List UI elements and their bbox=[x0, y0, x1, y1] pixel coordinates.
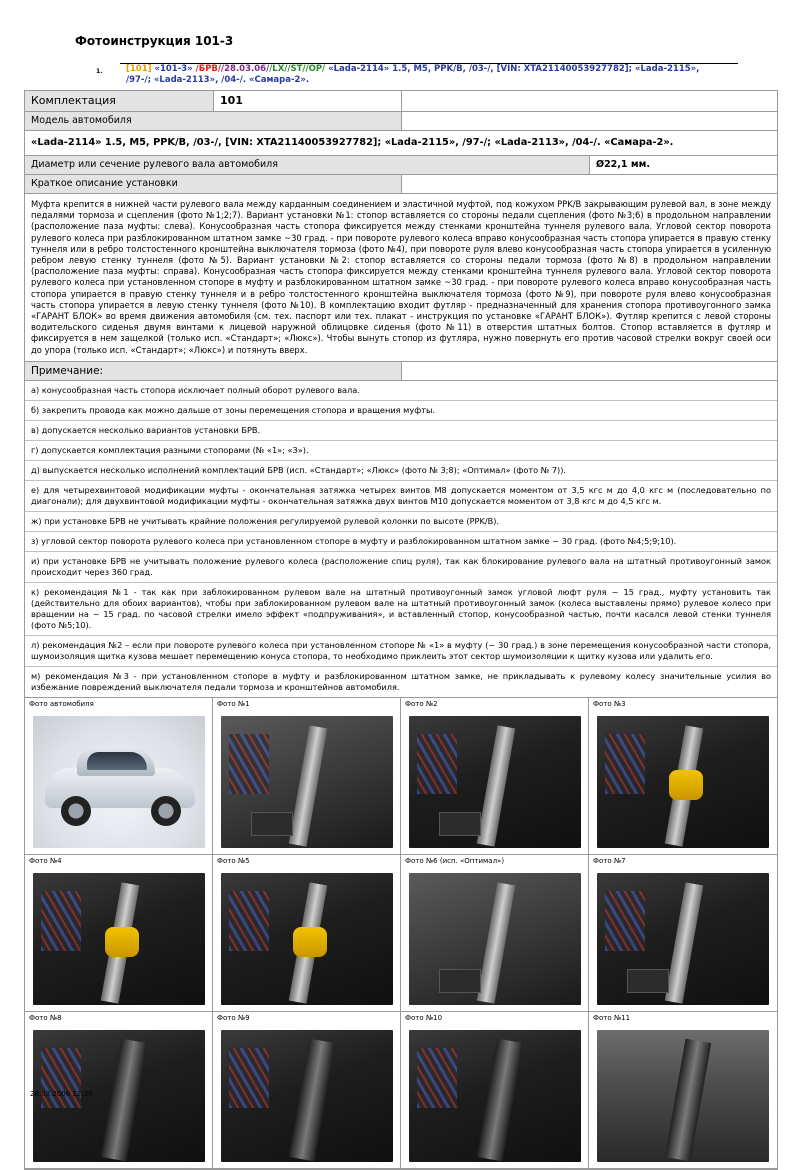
photo-label: Фото №8 bbox=[29, 1013, 62, 1022]
diameter-label: Диаметр или сечение рулевого вала автомобиля bbox=[25, 156, 589, 174]
interior-photo bbox=[221, 873, 393, 1005]
diameter-row bbox=[25, 156, 777, 175]
code-part: /БРВ/ bbox=[195, 64, 222, 74]
note-item: а) конусообразная часть стопора исключает полный оборот рулевого вала. bbox=[25, 381, 777, 401]
code-part: «101-3» bbox=[151, 64, 196, 74]
photo-cell bbox=[401, 855, 589, 1012]
interior-photo bbox=[597, 716, 769, 848]
notes-label-row bbox=[25, 362, 777, 381]
note-item: и) при установке БРВ не учитывать положение рулевого колеса (расположение спиц руля), так как блокирование рулевого вала на штатный противоугонный замок происходит через 360 град. bbox=[25, 552, 777, 583]
note-item: е) для четырехвинтовой модификации муфты - окончательная затяжка четырех винтов М8 допускается моментом от 3,5 кгс м до 4,0 кгс м (последовательно по диагонали); для двухвинтовой модификации муфты - окончательная затяжка двух винтов М10 допускается моментом от 3,8 кгс м до 4,5 кгс м. bbox=[25, 481, 777, 512]
notes-label: Примечание: bbox=[25, 362, 401, 380]
komplektaciya-label: Комплектация bbox=[25, 91, 213, 111]
note-item: д) выпускается несколько исполнений комплектаций БРВ (исп. «Стандарт»; «Люкс» (фото № 3;8); «Оптимал» (фото № 7)). bbox=[25, 461, 777, 481]
interior-photo bbox=[597, 873, 769, 1005]
photo-cell bbox=[401, 1012, 589, 1169]
notes-row bbox=[25, 381, 777, 698]
diameter-value: Ø22,1 мм. bbox=[589, 156, 777, 174]
photos-row bbox=[25, 698, 777, 1169]
photo-label: Фото №1 bbox=[217, 699, 250, 708]
photo-label: Фото №5 bbox=[217, 856, 250, 865]
photo-cell bbox=[589, 855, 777, 1012]
interior-photo bbox=[221, 1030, 393, 1162]
interior-photo bbox=[409, 716, 581, 848]
print-datetime: 28.03.2006 12:30 bbox=[30, 1090, 93, 1098]
model-value: «Lada-2114» 1.5, M5, PPK/B, /03-/, [VIN: XTA21140053927782]; «Lada-2115», /97-/; «Lada-2113», /04-/. «Самара-2». bbox=[31, 137, 674, 148]
photo-grid bbox=[25, 698, 777, 1169]
photo-label: Фото №10 bbox=[405, 1013, 443, 1022]
notes-list bbox=[25, 381, 777, 697]
description-label-row bbox=[25, 175, 777, 194]
note-item: к) рекомендация №1 - так как при заблокированном рулевом вале на штатный противоугонный замок угловой люфт руля ~ 15 град., муфту установить так (действительно для обоих вариантов), чтобы при заблокированном рулевом вале на штатный противоугонный замок (колеса выставлены прямо) рулевое колесо при вращении на ~ 15 град. по часовой стрелки имело эффект «подпруживания», и вставленный стопор, конусообразной частью, почти касался левой стенки туннеля (фото №5;10). bbox=[25, 583, 777, 636]
product-code-line bbox=[96, 64, 726, 86]
photo-label: Фото №4 bbox=[29, 856, 62, 865]
note-item: г) допускается комплектация разными стопорами (№ «1»; «3»). bbox=[25, 441, 777, 461]
interior-photo bbox=[409, 873, 581, 1005]
note-item: ж) при установке БРВ не учитывать крайние положения регулируемой рулевой колонки по высоте (PPK/B). bbox=[25, 512, 777, 532]
empty-cell bbox=[401, 362, 777, 380]
code-part: [101] bbox=[126, 64, 152, 74]
item-number: 1. bbox=[96, 68, 103, 75]
code-part: /LX/ bbox=[269, 64, 288, 74]
installation-table bbox=[24, 90, 778, 1170]
empty-cell bbox=[401, 112, 777, 130]
photo-label: Фото №11 bbox=[593, 1013, 631, 1022]
code-part: «Lada-2114» 1.5, M5, PPK/B, /03-/, [VIN: XTA21140053927782]; «Lada-2115», /97-/; «Lada-2113», /04-/. «Самара-2». bbox=[126, 64, 700, 85]
code-part: /ST/ bbox=[287, 64, 306, 74]
photo-cell bbox=[213, 698, 401, 855]
model-label-row bbox=[25, 112, 777, 131]
interior-photo bbox=[409, 1030, 581, 1162]
photo-cell bbox=[589, 698, 777, 855]
komplektaciya-value: 101 bbox=[213, 91, 401, 111]
description-label: Краткое описание установки bbox=[25, 175, 401, 193]
photo-label: Фото №3 bbox=[593, 699, 626, 708]
description-text-row bbox=[25, 194, 777, 362]
photo-cell bbox=[213, 1012, 401, 1169]
photo-cell bbox=[25, 855, 213, 1012]
photo-cell bbox=[401, 698, 589, 855]
empty-cell bbox=[401, 175, 777, 193]
interior-photo bbox=[221, 716, 393, 848]
photo-label: Фото №2 bbox=[405, 699, 438, 708]
photo-label: Фото автомобиля bbox=[29, 699, 94, 708]
code-part: /OP/ bbox=[305, 64, 326, 74]
empty-cell bbox=[401, 91, 777, 111]
note-item: л) рекомендация №2 – если при повороте рулевого колеса при установленном стопоре № «1» в муфту (~ 30 град.) в зоне перемещения конусообразной части стопора, шумоизоляция щитка кузова мешает перемещению конуса стопора, то необходимо приклеить этот сектор шумоизоляции к щитку кузова или удалить его. bbox=[25, 636, 777, 667]
komplektaciya-row bbox=[25, 91, 777, 112]
photo-cell bbox=[589, 1012, 777, 1169]
photo-label: Фото №6 (исп. «Оптимал») bbox=[405, 856, 505, 865]
page-title: Фотоинструкция 101-3 bbox=[75, 34, 234, 48]
interior-photo bbox=[33, 873, 205, 1005]
note-item: в) допускается несколько вариантов установки БРВ. bbox=[25, 421, 777, 441]
model-label: Модель автомобиля bbox=[25, 112, 401, 130]
photo-cell bbox=[213, 855, 401, 1012]
note-item: з) угловой сектор поворота рулевого колеса при установленном стопоре в муфту и разблокированном штатном замке ~ 30 град. (фото №4;5;9;10). bbox=[25, 532, 777, 552]
car-photo bbox=[33, 716, 205, 848]
photo-label: Фото №9 bbox=[217, 1013, 250, 1022]
photo-label: Фото №7 bbox=[593, 856, 626, 865]
code-part: /28.03.06/ bbox=[221, 64, 270, 74]
description-text: Муфта крепится в нижней части рулевого вала между карданным соединением и эластичной муфтой, под кожухом PPK/B закрывающим рулевой вал, в зоне между педалями тормоза и сцепления (фото №1;2;7). Вариант установки №1: стопор вставляется со стороны педали сцепления (фото №3;6) в продольном направлении (расположение паза муфты: слева). Конусообразная часть стопора фиксируется между стенками кронштейна туннеля рулевого вала. Угловой сектор поворота рулевого колеса при разблокированном штатном замке ~30 град. - при повороте рулевого колеса вправо конусообразная часть стопора упирается в правую стенку туннеля или в ребро толстостенного кронштейна выключателя тормоза (фото №4), при повороте руля влево конусообразная часть стопора упирается в усиленную ребром левую стенку туннеля (фото №5). Вариант установки №2: стопор вставляется со стороны педали тормоза (фото №8) в продольном направлении (расположение паза муфты: справа). Конусообразная часть стопора фиксируется между стенками кронштейна туннеля рулевого вала. Угловой сектор поворота рулевого колеса при установленном стопоре в муфту и разблокированном штатном замке ~30 град. - при повороте рулевого колеса вправо конусообразная часть стопора упирается в правую стенку туннеля и в ребро толстостенного кронштейна выключателя тормоза (фото №9), при повороте руля влево конусообразная часть стопора упирается в левую стенку туннеля (фото №10). В комплектацию входит футляр - предназначенный для хранения стопора противоугонного замка «ГАРАНТ БЛОК» во время движения автомобиля (см. тех. паспорт или тех. плакат - инструкция по установке «ГАРАНТ БЛОК»). Футляр крепится с левой стороны водительского сиденья двумя винтами к лицевой наружной облицовке сиденья (фото №11) в отверстия штатных болтов. Стопор вставляется в футляр и фиксируется в нем защелкой (только исп. «Стандарт»; «Люкс»). Чтобы вынуть стопор из футляра, нужно повернуть его против часовой стрелки вокруг своей оси до упора (только исп. «Стандарт»; «Люкс») и потянуть вверх. bbox=[31, 199, 771, 355]
note-item: м) рекомендация №3 - при установленном стопоре в муфту и разблокированном штатном замке, не прикладывать к рулевому колесу значительные усилия во избежание повреждений выключателя педали тормоза и кронштейнов автомобиля. bbox=[31, 670, 771, 692]
model-value-row bbox=[25, 131, 777, 156]
note-item: б) закрепить провода как можно дальше от зоны перемещения стопора и вращения муфты. bbox=[25, 401, 777, 421]
interior-photo bbox=[597, 1030, 769, 1162]
photo-cell bbox=[25, 698, 213, 855]
